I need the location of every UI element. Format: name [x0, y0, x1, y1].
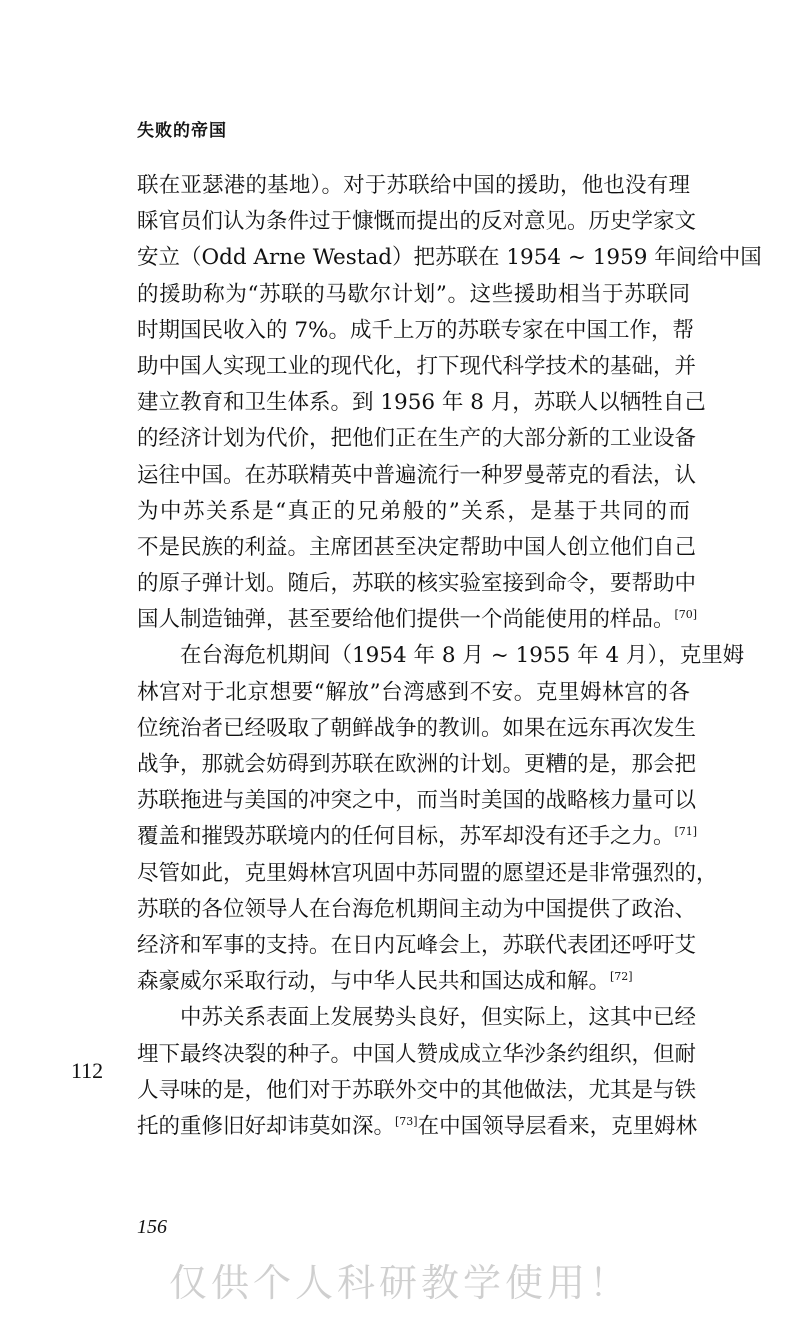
- footnote-ref-70[interactable]: [70]: [674, 608, 698, 622]
- text-segment: 森豪威尔采取行动，与中华人民共和国达成和解。: [137, 969, 611, 995]
- text-line: 时期国民收入的 7%。成千上万的苏联专家在中国工作，帮: [137, 317, 694, 343]
- footnote-ref-72[interactable]: [72]: [610, 969, 633, 983]
- text-line: [137, 819, 698, 855]
- body-text: [137, 168, 762, 1145]
- text-line: 林宫对于北京想要“解放”台湾感到不安。克里姆林宫的各: [137, 679, 690, 705]
- text-line: 埋下最终决裂的种子。中国人赞成成立华沙条约组织，但耐: [137, 1041, 697, 1067]
- text-line: 建立教育和卫生体系。到 1956 年 8 月，苏联人以牺牲自己: [137, 390, 706, 416]
- page-number: 156: [137, 1216, 167, 1238]
- text-line: 安立（Odd Arne Westad）把苏联在 1954 ~ 1959 年间给中国: [137, 245, 762, 271]
- text-segment: 国人制造铀弹，甚至要给他们提供一个尚能使用的样品。: [137, 607, 675, 633]
- text-line: 尽管如此，克里姆林宫巩固中苏同盟的愿望还是非常强烈的，: [137, 860, 718, 886]
- text-line: 经济和军事的支持。在日内瓦峰会上，苏联代表团还呼吁艾: [137, 932, 697, 958]
- text-segment: 在中国领导层看来，克里姆林: [417, 1113, 698, 1139]
- text-line: [137, 602, 698, 638]
- text-line: 助中国人实现工业的现代化，打下现代科学技术的基础，并: [137, 353, 697, 379]
- text-line: 在台海危机期间（1954 年 8 月 ~ 1955 年 4 月），克里姆: [180, 643, 745, 669]
- text-line: 苏联拖进与美国的冲突之中，而当时美国的战略核力量可以: [137, 788, 697, 814]
- footnote-ref-73[interactable]: [73]: [395, 1114, 418, 1128]
- running-header: 失败的帝国: [137, 121, 227, 141]
- text-line: 睬官员们认为条件过于慷慨而提出的反对意见。历史学家文: [137, 209, 697, 235]
- text-line: 战争，那就会妨碍到苏联在欧洲的计划。更糟的是，那会把: [137, 752, 697, 777]
- text-line: 运往中国。在苏联精英中普遍流行一种罗曼蒂克的看法，认: [137, 462, 697, 488]
- text-line: 的原子弹计划。随后，苏联的核实验室接到命令，要帮助中: [137, 571, 697, 597]
- footnote-ref-71[interactable]: [71]: [674, 825, 698, 839]
- text-line: 苏联的各位领导人在台海危机期间主动为中国提供了政治、: [137, 896, 697, 922]
- text-segment: 覆盖和摧毁苏联境内的任何目标，苏军却没有还手之力。: [137, 824, 675, 850]
- text-segment: 托的重修旧好却讳莫如深。: [137, 1113, 396, 1139]
- text-line: 的经济计划为代价，把他们正在生产的大部分新的工业设备: [137, 426, 697, 452]
- text-line: [137, 964, 690, 1000]
- text-line: 的援助称为“苏联的马歇尔计划”。这些援助相当于苏联同: [137, 281, 690, 307]
- text-line: 联在亚瑟港的基地）。对于苏联给中国的援助，他也没有理: [137, 173, 690, 198]
- text-line: 人寻味的是，他们对于苏联外交中的其他做法，尤其是与铁: [137, 1077, 697, 1103]
- text-line: 为中苏关系是“真正的兄弟般的”关系，是基于共同的而: [137, 498, 690, 524]
- text-line: [137, 1109, 698, 1145]
- text-line: 不是民族的利益。主席团甚至决定帮助中国人创立他们自己: [137, 534, 697, 560]
- text-line: 位统治者已经吸取了朝鲜战争的教训。如果在远东再次发生: [137, 715, 697, 741]
- watermark: 仅供个人科研教学使用！: [168, 1261, 631, 1305]
- margin-page-number: 112: [71, 1058, 104, 1083]
- text-line: 中苏关系表面上发展势头良好，但实际上，这其中已经: [180, 1005, 697, 1031]
